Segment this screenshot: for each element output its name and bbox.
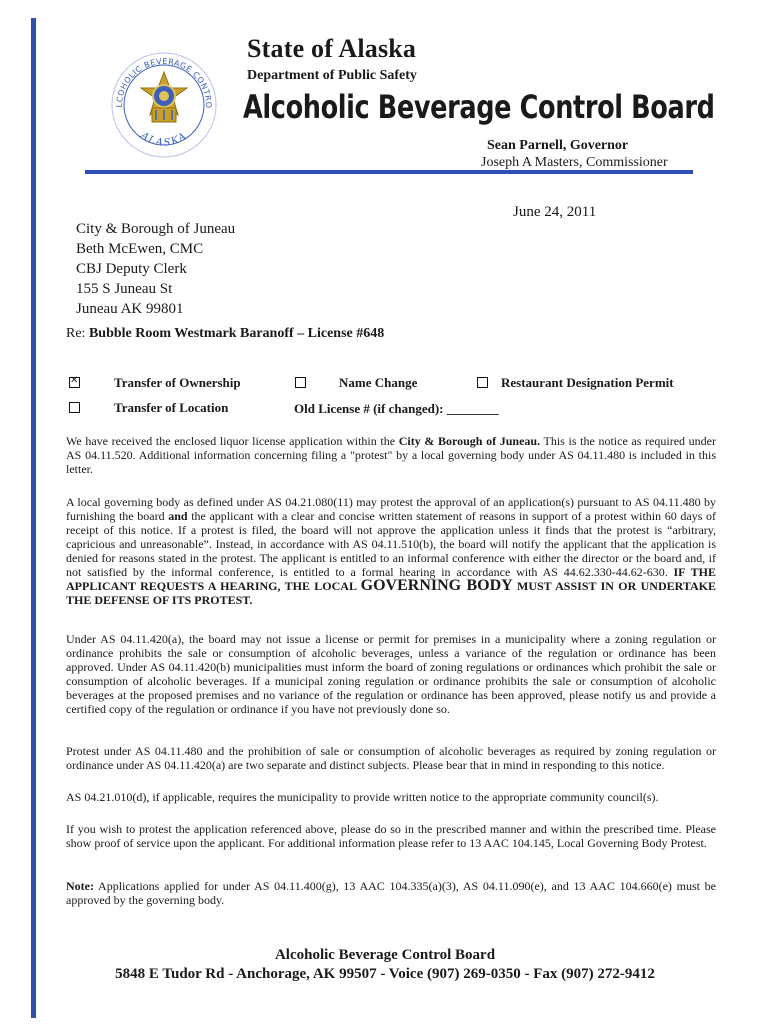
paragraph-note: Note: Applications applied for under AS 04.11.400(g), 13 AAC 104.335(a)(3), AS 04.11.090(e), and 13 AAC 104.660(e) must be approved by the governing body. [66, 879, 716, 907]
name-change-checkbox[interactable] [295, 377, 306, 388]
transfer-location-checkbox[interactable] [69, 402, 80, 413]
paragraph-protest: A local governing body as defined under AS 04.21.080(11) may protest the approval of an application(s) pursuant to AS 04.11.480 by furnishing the board and the applicant with a clear and concise written statement of reasons in support of a protest within 60 days of receipt of this notice. If a protest is filed, the board will not approve the application unless it finds that the protest is “arbitrary, capricious and unreasonable”. Instead, in accordance with AS 04.11.510(b), the board will notify the applicant that the application is denied for reasons stated in the protest. The applicant is entitled to an informal conference with either the director or the board and, if not satisfied by the informal conference, is entitled to a formal hearing in accordance with AS 44.62.330-44.62-630. IF THE APPLICANT REQUESTS A HEARING, THE LOCAL GOVERNING BODY MUST ASSIST IN OR UNDERTAKE THE DEFENSE OF ITS PROTEST. [66, 495, 716, 607]
department-name: Department of Public Safety [247, 68, 417, 83]
paragraph-notice: We have received the enclosed liquor license application within the City & Borough of Juneau. This is the notice as required under AS 04.11.520. Additional information concerning filing a "protest" by a local governing body under AS 04.11.480 is included in this letter. [66, 434, 717, 476]
transfer-ownership-checkbox[interactable] [69, 377, 80, 388]
footer-address: 5848 E Tudor Rd - Anchorage, AK 99507 - Voice (907) 269-0350 - Fax (907) 272-9412 [115, 966, 655, 982]
board-title: Alcoholic Beverage Control Board [243, 88, 715, 126]
transfer-ownership-label: Transfer of Ownership [114, 375, 241, 390]
abc-board-seal [108, 50, 220, 160]
state-title: State of Alaska [247, 34, 417, 63]
svg-text:ALASKA [138, 130, 190, 149]
badge-star-icon [141, 72, 187, 122]
old-license-field: Old License # (if changed): ________ [294, 401, 499, 416]
footer-title: Alcoholic Beverage Control Board [274, 947, 496, 963]
recipient-line: City & Borough of Juneau [76, 221, 236, 237]
subject-label: Re: [66, 326, 86, 341]
name-change-label: Name Change [339, 375, 418, 390]
paragraph-distinct-subjects: Protest under AS 04.11.480 and the prohibition of sale or consumption of alcoholic beverages as required by zoning regulation or ordinance under AS 04.11.420(a) are two separate and distinct subjects. Please bear that in mind in responding to this notice. [66, 744, 716, 772]
recipient-line: Juneau AK 99801 [76, 301, 184, 317]
recipient-line: Beth McEwen, CMC [76, 241, 204, 257]
seal-text-top: LCOHOLIC BEVERAGE CONTRO [114, 56, 214, 109]
seal-text-bottom: ALASKA [138, 130, 190, 149]
header-divider [85, 170, 693, 174]
restaurant-designation-label: Restaurant Designation Permit [501, 375, 674, 390]
letter-date: June 24, 2011 [513, 204, 597, 220]
subject-text: Bubble Room Westmark Baranoff – License #648 [88, 326, 385, 341]
recipient-line: 155 S Juneau St [76, 281, 173, 297]
paragraph-how-to-protest: If you wish to protest the application referenced above, please do so in the prescribed manner and within the prescribed time. Please show proof of service upon the applicant. For additional information please refer to 13 AAC 104.145, Local Governing Body Protest. [66, 822, 716, 850]
restaurant-designation-checkbox[interactable] [477, 377, 488, 388]
paragraph-zoning: Under AS 04.11.420(a), the board may not issue a license or permit for premises in a municipality where a zoning regulation or ordinance prohibits the sale or consumption of alcoholic beverages, unless a variance of the regulation or ordinance has been approved. Under AS 04.11.420(b) municipalities must inform the board of zoning regulations or ordinances which prohibit the sale or consumption of alcoholic beverages. If a municipal zoning regulation or ordinance prohibits the sale or consumption of alcoholic beverages at the proposed premises and no variance of the regulation or ordinance has been approved, please notify us and provide a certified copy of the regulation or ordinance if you have not previously done so. [66, 632, 716, 716]
transfer-location-label: Transfer of Location [114, 400, 229, 415]
governor-name: Sean Parnell, Governor [487, 138, 629, 153]
left-margin-bar [31, 18, 36, 1018]
recipient-line: CBJ Deputy Clerk [76, 261, 187, 277]
subject-line [66, 326, 384, 342]
paragraph-community-council: AS 04.21.010(d), if applicable, requires the municipality to provide written notice to the appropriate community council(s). [66, 790, 659, 804]
commissioner-name: Joseph A Masters, Commissioner [481, 155, 668, 170]
